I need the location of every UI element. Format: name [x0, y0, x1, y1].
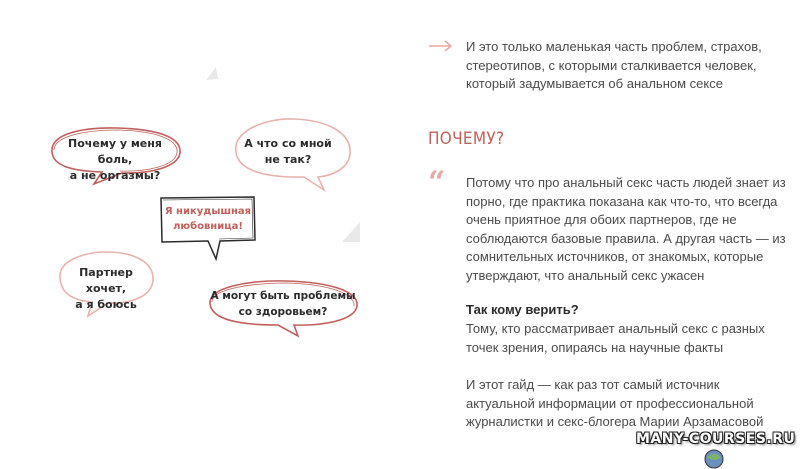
question-heading: Так кому верить? — [466, 302, 579, 317]
speech-bubble-pain — [42, 122, 190, 184]
watermark — [632, 429, 800, 469]
watermark-logo-icon — [694, 447, 734, 469]
speech-bubble-whats-wrong — [228, 114, 358, 194]
bubble-health-text: А могут быть проблемы со здоровьем? — [210, 290, 356, 318]
intro-text: И это только маленькая часть проблем, страхов, стереотипов, с которыми сталкивается человек, который задумывается об анальном сексе — [466, 39, 762, 91]
bubble-afraid-text: Партнер хочет, а я боюсь — [75, 266, 137, 311]
bubble-bad-lover-text: Я никудышная любовница! — [164, 206, 252, 232]
arrow-right-icon — [428, 40, 454, 52]
answer-text: Тому, кто рассматривает анальный секс с разных точек зрения, опираясь на научные факты — [466, 321, 765, 355]
section-heading: ПОЧЕМУ? — [428, 129, 505, 149]
quote-icon: “ — [428, 165, 446, 200]
section-paragraph: Потому что про анальный секс часть людей знает из порно, где практика показана как что-то, что всегда очень приятное для обоих партнеров, где не соблюдаются базовые правила. А другая часть — из сомнительных источников, от знакомых, которые утверждают, что анальный секс ужасен — [466, 175, 786, 283]
bubble-pain-text: Почему у меня боль, а не оргазмы? — [68, 137, 162, 182]
speech-bubble-afraid — [56, 248, 156, 318]
guide-text: И этот гайд — как раз тот самый источник актуальной информации от профессиональной журналистки и секс-блогера Марии Арзамасовой — [466, 377, 764, 429]
decorative-triangle — [203, 66, 219, 82]
bubble-whats-wrong-text: А что со мной не так? — [244, 137, 332, 166]
decorative-triangle — [340, 220, 362, 244]
speech-bubble-health — [204, 278, 364, 338]
speech-box-bad-lover — [158, 195, 258, 263]
watermark-text: MANY-COURSES.RU — [636, 431, 796, 447]
